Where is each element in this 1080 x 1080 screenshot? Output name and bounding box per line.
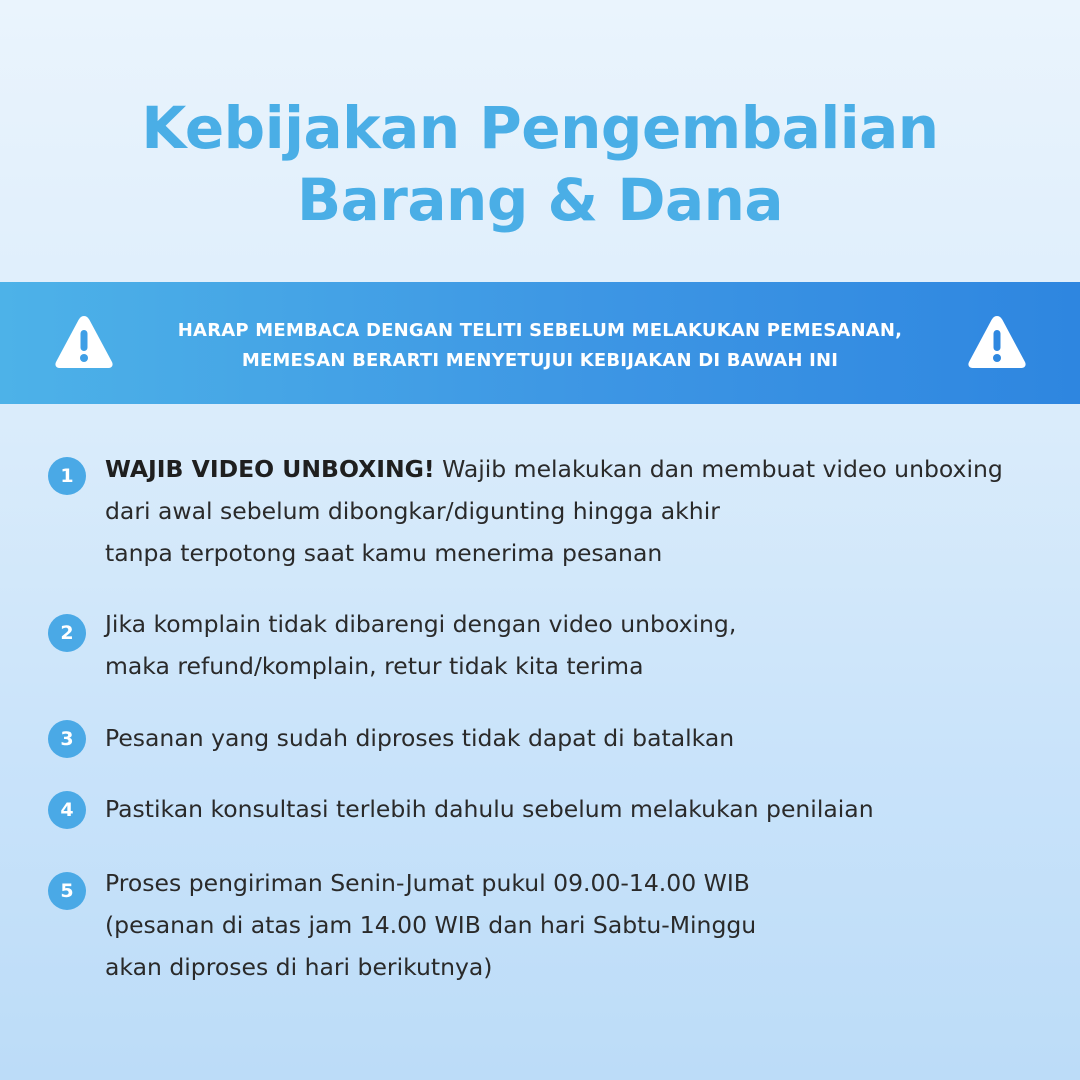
number-badge: 5 bbox=[48, 872, 86, 910]
policy-item-line: Proses pengiriman Senin-Jumat pukul 09.00-14.00 WIB bbox=[105, 869, 750, 897]
warning-line-1: HARAP MEMBACA DENGAN TELITI SEBELUM MELAKUKAN PEMESANAN, bbox=[177, 320, 903, 341]
title-line-2: Barang & Dana bbox=[296, 166, 784, 234]
number-badge: 1 bbox=[48, 457, 86, 495]
policy-item-line: dari awal sebelum dibongkar/digunting hingga akhir bbox=[105, 497, 720, 525]
page-title bbox=[0, 92, 1080, 236]
number-badge: 2 bbox=[48, 614, 86, 652]
policy-item-line: tanpa terpotong saat kamu menerima pesanan bbox=[105, 539, 663, 567]
policy-item-text bbox=[105, 603, 1055, 687]
warning-line-2: MEMESAN BERARTI MENYETUJUI KEBIJAKAN DI BAWAH INI bbox=[241, 350, 839, 371]
warning-triangle-icon bbox=[53, 313, 115, 371]
warning-banner-text bbox=[140, 316, 940, 376]
policy-item-line: Pastikan konsultasi terlebih dahulu sebelum melakukan penilaian bbox=[105, 795, 874, 823]
policy-item-line: Jika komplain tidak dibarengi dengan video unboxing, bbox=[105, 610, 737, 638]
title-line-1: Kebijakan Pengembalian bbox=[141, 94, 939, 162]
policy-item-text bbox=[105, 862, 1055, 988]
policy-item-text bbox=[105, 788, 1055, 830]
policy-item-line: akan diproses di hari berikutnya) bbox=[105, 953, 493, 981]
warning-triangle-icon bbox=[966, 313, 1028, 371]
policy-item-bold: WAJIB VIDEO UNBOXING! bbox=[105, 455, 435, 483]
policy-item-line: Pesanan yang sudah diproses tidak dapat di batalkan bbox=[105, 724, 735, 752]
policy-item-line: maka refund/komplain, retur tidak kita terima bbox=[105, 652, 644, 680]
number-badge: 3 bbox=[48, 720, 86, 758]
policy-item-text bbox=[105, 717, 1055, 759]
policy-item-text bbox=[105, 448, 1055, 574]
policy-item-line: (pesanan di atas jam 14.00 WIB dan hari Sabtu-Minggu bbox=[105, 911, 757, 939]
warning-banner bbox=[0, 282, 1080, 404]
number-badge: 4 bbox=[48, 791, 86, 829]
policy-item-line: Wajib melakukan dan membuat video unboxing bbox=[434, 455, 1003, 483]
